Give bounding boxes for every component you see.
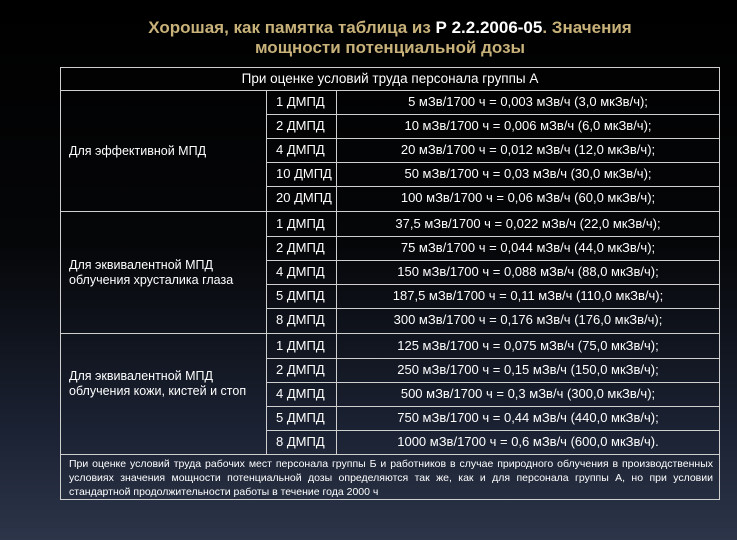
dmpd-cell: 4 ДМПД	[276, 386, 325, 401]
dmpd-cell: 4 ДМПД	[276, 264, 325, 279]
table-header: При оценке условий труда персонала группы А	[61, 68, 719, 91]
value-cell: 125 мЗв/1700 ч = 0,075 мЗв/ч (75,0 мкЗв/ч);	[397, 338, 659, 353]
title-line-2: мощности потенциальной дозы	[254, 38, 526, 57]
table-row	[267, 138, 719, 163]
value-cell: 10 мЗв/1700 ч = 0,006 мЗв/ч (6,0 мкЗв/ч);	[404, 118, 652, 133]
title-lead: Хорошая, как памятка таблица из	[148, 18, 436, 37]
value-cell: 37,5 мЗв/1700 ч = 0,022 мЗв/ч (22,0 мкЗв/ч);	[395, 216, 661, 231]
value-cell: 1000 мЗв/1700 ч = 0,6 мЗв/ч (600,0 мкЗв/ч).	[397, 434, 659, 449]
table-row	[267, 162, 719, 187]
group-label: Для эквивалентной МПД облучения кожи, кистей и стоп	[69, 369, 247, 398]
dmpd-cell: 1 ДМПД	[276, 338, 325, 353]
table-row	[267, 284, 719, 309]
title-tail: . Значения	[542, 18, 632, 37]
value-cell: 5 мЗв/1700 ч = 0,003 мЗв/ч (3,0 мкЗв/ч);	[408, 94, 648, 109]
value-cell: 50 мЗв/1700 ч = 0,03 мЗв/ч (30,0 мкЗв/ч);	[404, 166, 652, 181]
dmpd-cell: 4 ДМПД	[276, 142, 325, 157]
value-cell: 187,5 мЗв/1700 ч = 0,11 мЗв/ч (110,0 мкЗв/ч);	[392, 288, 664, 303]
dmpd-cell: 1 ДМПД	[276, 94, 325, 109]
table-row	[267, 406, 719, 431]
value-cell: 150 мЗв/1700 ч = 0,088 мЗв/ч (88,0 мкЗв/ч);	[397, 264, 659, 279]
dmpd-cell: 8 ДМПД	[276, 434, 325, 449]
value-cell: 20 мЗв/1700 ч = 0,012 мЗв/ч (12,0 мкЗв/ч);	[400, 142, 656, 157]
value-cell: 500 мЗв/1700 ч = 0,3 мЗв/ч (300,0 мкЗв/ч);	[400, 386, 656, 401]
dmpd-cell: 8 ДМПД	[276, 312, 325, 327]
title-line-1	[60, 18, 720, 38]
dmpd-cell: 2 ДМПД	[276, 118, 325, 133]
table-row	[267, 260, 719, 285]
group-label: Для эквивалентной МПД облучения хрусталика глаза	[69, 258, 234, 287]
group-rows	[266, 212, 719, 333]
value-cell: 250 мЗв/1700 ч = 0,15 мЗв/ч (150,0 мкЗв/ч);	[397, 362, 659, 377]
table-row	[267, 430, 719, 454]
table-row	[267, 212, 719, 237]
value-cell: 300 мЗв/1700 ч = 0,176 мЗв/ч (176,0 мкЗв/ч);	[393, 312, 663, 327]
value-cell: 100 мЗв/1700 ч = 0,06 мЗв/ч (60,0 мкЗв/ч);	[400, 190, 656, 205]
dmpd-cell: 1 ДМПД	[276, 216, 325, 231]
table-row	[267, 334, 719, 359]
table-row	[267, 186, 719, 210]
group-label: Для эффективной МПД	[69, 144, 207, 158]
group-rows	[266, 334, 719, 454]
slide-title	[60, 18, 720, 58]
table-row	[267, 236, 719, 261]
title-doc-ref: Р 2.2.2006-05	[435, 18, 543, 37]
dmpd-cell: 2 ДМПД	[276, 362, 325, 377]
table-row	[267, 114, 719, 139]
table-row	[267, 308, 719, 332]
dmpd-cell: 10 ДМПД	[276, 166, 332, 181]
dmpd-cell: 2 ДМПД	[276, 240, 325, 255]
value-cell: 75 мЗв/1700 ч = 0,044 мЗв/ч (44,0 мкЗв/ч);	[400, 240, 656, 255]
footnote: При оценке условий труда рабочих мест персонала группы Б и работников в случае природного облучения в производственных условиях значения мощности потенциальной дозы определяются так же, как и для персонала группы А, но при условии стандартной продолжительности работы в течение года 2000 ч	[69, 458, 713, 498]
dmpd-cell: 20 ДМПД	[276, 190, 332, 205]
dmpd-cell: 5 ДМПД	[276, 288, 325, 303]
value-cell: 750 мЗв/1700 ч = 0,44 мЗв/ч (440,0 мкЗв/ч);	[397, 410, 659, 425]
group-eye-lens	[61, 212, 719, 334]
group-skin	[61, 334, 719, 455]
group-effective	[61, 90, 719, 212]
table-row	[267, 382, 719, 407]
dose-table	[60, 67, 720, 500]
table-row	[267, 358, 719, 383]
dmpd-cell: 5 ДМПД	[276, 410, 325, 425]
group-rows	[266, 90, 719, 211]
table-row	[267, 90, 719, 115]
